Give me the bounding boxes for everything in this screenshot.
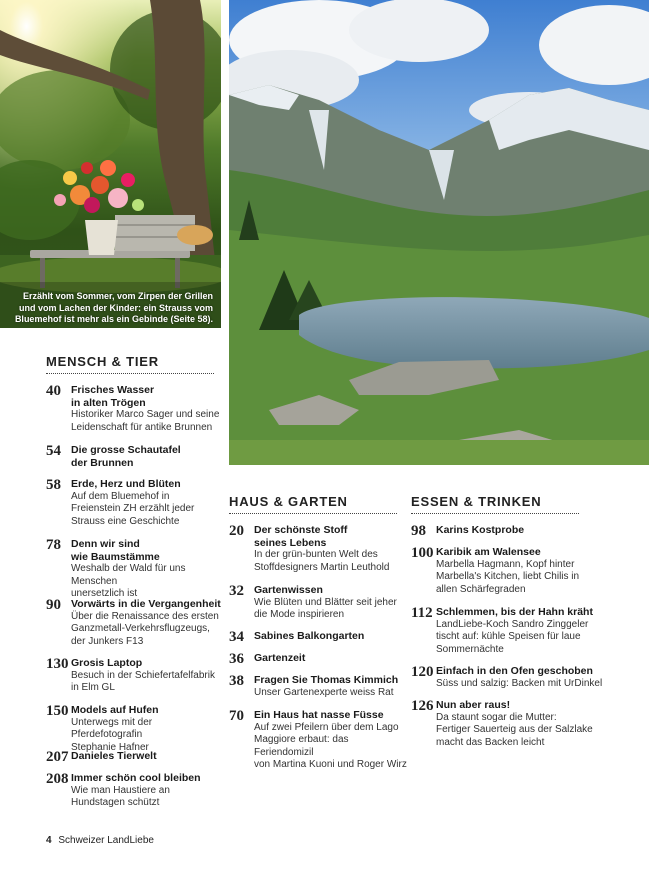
entry-title: Gartenwissen — [254, 584, 323, 596]
toc-entry[interactable] — [229, 630, 409, 643]
toc-entry[interactable] — [46, 384, 226, 434]
page-number: 130 — [46, 656, 69, 672]
toc-entry[interactable] — [411, 606, 631, 656]
entry-title: Karins Kostprobe — [436, 524, 525, 536]
toc-entry[interactable] — [229, 524, 409, 574]
page-number: 208 — [46, 771, 69, 787]
mountain-lake-photo — [229, 0, 649, 465]
toc-entry[interactable] — [411, 524, 611, 537]
entry-description: Unterwegs mit der Pferdefotografin Stephanie Hafner — [71, 716, 153, 753]
entry-description: Auf dem Bluemehof in Freienstein ZH erzählt jeder Strauss eine Geschichte — [71, 490, 195, 527]
page-number: 207 — [46, 749, 69, 765]
entry-description: Über die Renaissance des ersten Ganzmetall-Verkehrsflugzeugs, der Junkers F13 — [71, 610, 219, 647]
entry-description: Da staunt sogar die Mutter: Fertiger Sauerteig aus der Salzlake macht das Backen leicht — [436, 711, 593, 748]
page-number: 70 — [229, 708, 244, 724]
section-divider — [411, 513, 579, 514]
entry-description: Marbella Hagmann, Kopf hinter Marbella's Kitchen, liebt Chilis in allen Schärfegraden — [436, 558, 580, 595]
page-number: 54 — [46, 443, 61, 459]
magazine-name: Schweizer LandLiebe — [58, 835, 154, 846]
toc-entry[interactable] — [229, 652, 409, 665]
entry-title: Danieles Tierwelt — [71, 750, 157, 762]
entry-title: Der schönste Stoff seines Lebens — [254, 524, 348, 549]
page-number: 90 — [46, 597, 61, 613]
photo-caption: Erzählt vom Sommer, vom Zirpen der Grillen und vom Lachen der Kinder: ein Strauss vom Bluemehof ist mehr als ein Gebinde (Seite 58). — [14, 291, 213, 324]
section-heading-haus-garten: HAUS & GARTEN — [229, 494, 348, 509]
page-number: 40 — [46, 383, 61, 399]
entry-description: Wie Blüten und Blätter seit jeher die Mode inspirieren — [254, 596, 397, 620]
entry-description: Wie man Haustiere an Hundstagen schützt — [71, 784, 170, 808]
entry-description: In der grün-bunten Welt des Stoffdesigners Martin Leuthold — [254, 549, 390, 573]
page-number: 100 — [411, 545, 434, 561]
entry-title: Karibik am Walensee — [436, 546, 541, 558]
entry-title: Einfach in den Ofen geschoben — [436, 665, 593, 677]
toc-entry[interactable] — [229, 674, 409, 699]
entry-description: Unser Gartenexperte weiss Rat — [254, 686, 394, 698]
page-number: 98 — [411, 523, 426, 539]
page-number: 78 — [46, 537, 61, 553]
garden-photo — [0, 0, 221, 328]
page-footer — [46, 835, 154, 846]
entry-title: Nun aber raus! — [436, 699, 511, 711]
toc-entry[interactable] — [46, 657, 226, 695]
toc-entry[interactable] — [46, 750, 226, 763]
entry-title: Denn wir sind wie Baumstämme — [71, 538, 160, 563]
page-number: 150 — [46, 703, 69, 719]
entry-description: Süss und salzig: Backen mit UrDinkel — [436, 677, 603, 689]
toc-entry[interactable] — [46, 444, 226, 469]
toc-entry[interactable] — [46, 478, 226, 528]
toc-entry[interactable] — [411, 699, 631, 749]
toc-entry[interactable] — [411, 546, 631, 596]
section-heading-essen-trinken: ESSEN & TRINKEN — [411, 494, 542, 509]
toc-entry[interactable] — [229, 709, 409, 772]
section-heading-mensch-tier: MENSCH & TIER — [46, 354, 159, 369]
page-number: 58 — [46, 477, 61, 493]
entry-title: Fragen Sie Thomas Kimmich — [254, 674, 399, 686]
section-divider — [229, 513, 397, 514]
entry-description: Besuch in der Schiefertafelfabrik in Elm GL — [71, 669, 215, 693]
toc-entry[interactable] — [46, 772, 226, 810]
toc-entry[interactable] — [229, 584, 409, 622]
entry-title: Ein Haus hat nasse Füsse — [254, 709, 384, 721]
toc-entry[interactable] — [46, 538, 226, 601]
entry-description: Auf zwei Pfeilern über dem Lago Maggiore erbaut: das Feriendomizil von Martina Kuoni und Roger Wirz — [254, 721, 407, 770]
section-divider — [46, 373, 214, 374]
entry-title: Vorwärts in die Vergangenheit — [71, 598, 221, 610]
entry-title: Sabines Balkongarten — [254, 630, 365, 642]
entry-title: Frisches Wasser in alten Trögen — [71, 384, 155, 409]
toc-entry[interactable] — [46, 598, 226, 648]
toc-entry[interactable] — [46, 704, 226, 754]
footer-page-number: 4 — [46, 835, 52, 846]
page-number: 112 — [411, 605, 433, 621]
garden-photo-illustration — [0, 0, 221, 328]
page-number: 32 — [229, 583, 244, 599]
page-number: 34 — [229, 629, 244, 645]
page-number: 38 — [229, 673, 244, 689]
toc-entry[interactable] — [411, 665, 631, 690]
entry-title: Grosis Laptop — [71, 657, 143, 669]
entry-description: Historiker Marco Sager und seine Leidenschaft für antike Brunnen — [71, 409, 220, 433]
page-number: 20 — [229, 523, 244, 539]
mountain-lake-illustration — [229, 0, 649, 465]
page-number: 36 — [229, 651, 244, 667]
entry-description: LandLiebe-Koch Sandro Zinggeler tischt auf: kühle Speisen für laue Sommernächte — [436, 618, 589, 655]
entry-title: Schlemmen, bis der Hahn kräht — [436, 606, 593, 618]
entry-title: Erde, Herz und Blüten — [71, 478, 181, 490]
entry-description: Weshalb der Wald für uns Menschen unersetzlich ist — [71, 563, 186, 599]
entry-title: Die grosse Schautafel der Brunnen — [71, 444, 181, 469]
entry-title: Gartenzeit — [254, 652, 306, 664]
entry-title: Immer schön cool bleiben — [71, 772, 201, 784]
page-number: 120 — [411, 664, 434, 680]
entry-title: Models auf Hufen — [71, 704, 159, 716]
page-number: 126 — [411, 698, 434, 714]
